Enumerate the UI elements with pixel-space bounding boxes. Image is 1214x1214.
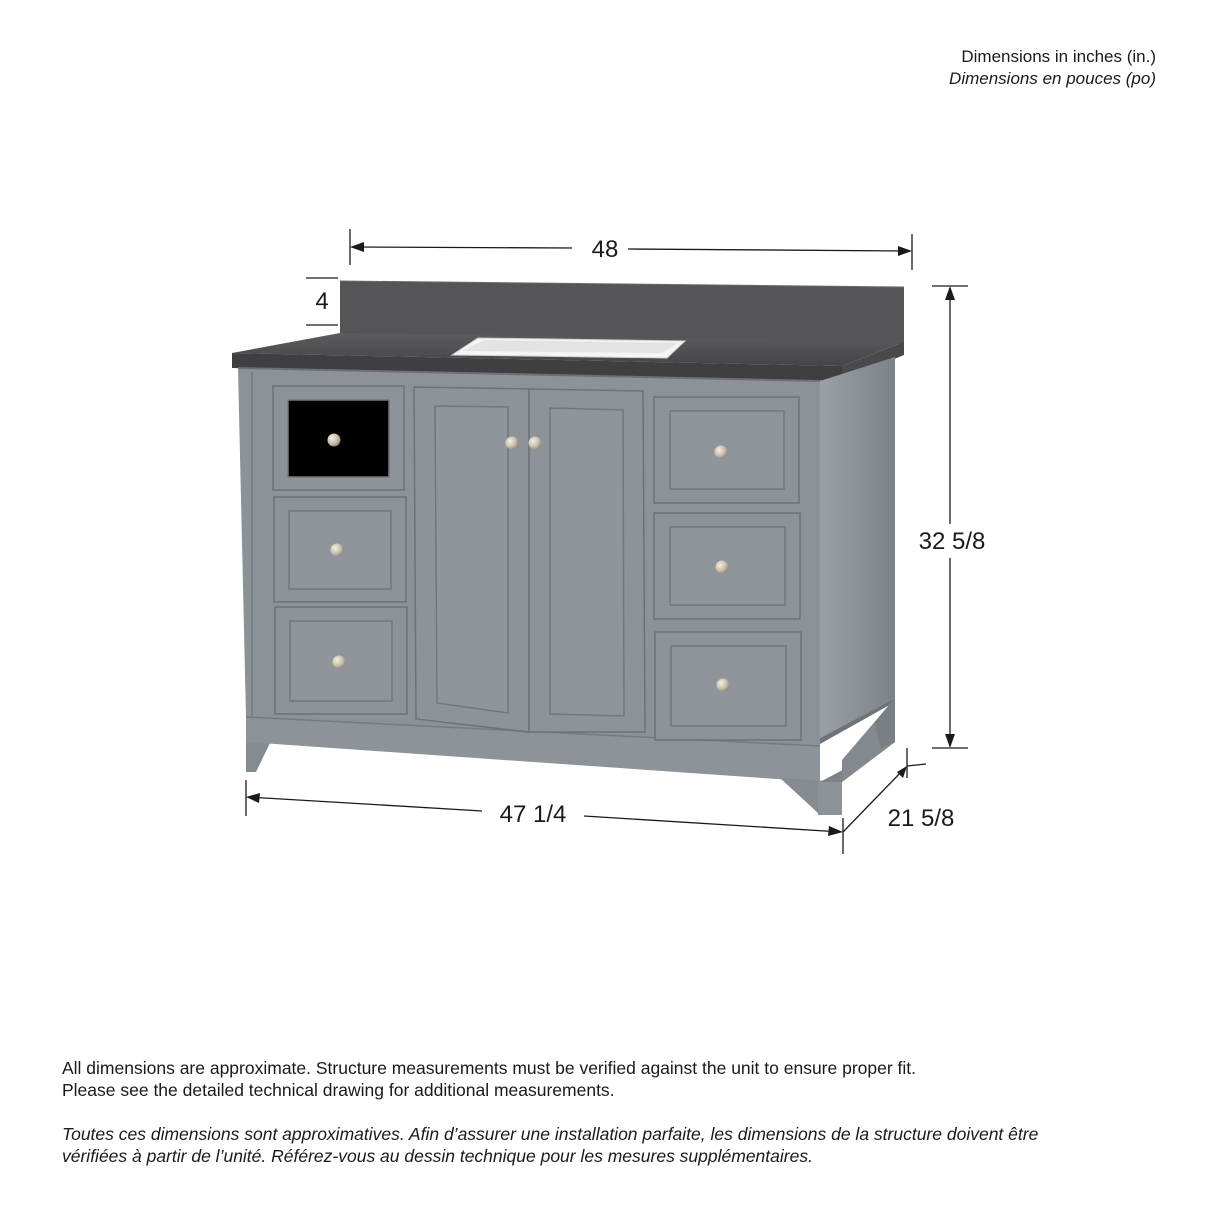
dimension-overall-height bbox=[932, 286, 968, 748]
drawer-right-3 bbox=[655, 632, 801, 740]
door-left bbox=[414, 387, 529, 732]
knob-icon bbox=[331, 544, 344, 557]
units-en: Dimensions in inches (in.) bbox=[961, 47, 1156, 66]
knob-icon bbox=[715, 446, 728, 459]
units-fr: Dimensions en pouces (po) bbox=[949, 69, 1156, 88]
door-right bbox=[529, 389, 646, 732]
center-doors bbox=[414, 387, 645, 732]
cabinet-side bbox=[820, 357, 895, 744]
left-drawers bbox=[273, 386, 407, 714]
dimension-label-top-width: 48 bbox=[591, 236, 619, 263]
right-drawers bbox=[654, 397, 801, 740]
sink bbox=[452, 338, 685, 358]
note-fr-line2: vérifiées à partir de l’unité. Référez-vous au dessin technique pour les mesures supplémentaires. bbox=[62, 1146, 813, 1166]
dimension-top-width bbox=[350, 229, 912, 270]
disclaimer-notes bbox=[62, 1057, 1162, 1167]
drawer-left-2 bbox=[274, 497, 406, 602]
drawer-left-3 bbox=[275, 607, 407, 714]
dimension-label-backsplash-height: 4 bbox=[315, 288, 329, 315]
dimension-label-depth: 21 5/8 bbox=[887, 805, 955, 832]
knob-icon bbox=[506, 437, 519, 450]
note-en-line1: All dimensions are approximate. Structure measurements must be verified against the unit to ensure proper fit. bbox=[62, 1058, 917, 1078]
dimension-label-overall-height: 32 5/8 bbox=[918, 528, 986, 555]
knob-icon bbox=[716, 561, 729, 574]
knob-icon bbox=[328, 434, 341, 447]
note-en-line2: Please see the detailed technical drawing for additional measurements. bbox=[62, 1080, 615, 1100]
knob-icon bbox=[717, 679, 730, 692]
drawer-left-1 bbox=[273, 386, 404, 490]
knob-icon bbox=[529, 437, 542, 450]
drawer-right-1 bbox=[654, 397, 799, 503]
dimension-label-base-width: 47 1/4 bbox=[499, 801, 567, 828]
drawer-right-2 bbox=[654, 513, 800, 619]
knob-icon bbox=[333, 656, 346, 669]
note-fr-line1: Toutes ces dimensions sont approximatives. Afin d’assurer une installation parfaite, les dimensions de la structure doivent être bbox=[62, 1124, 1039, 1144]
